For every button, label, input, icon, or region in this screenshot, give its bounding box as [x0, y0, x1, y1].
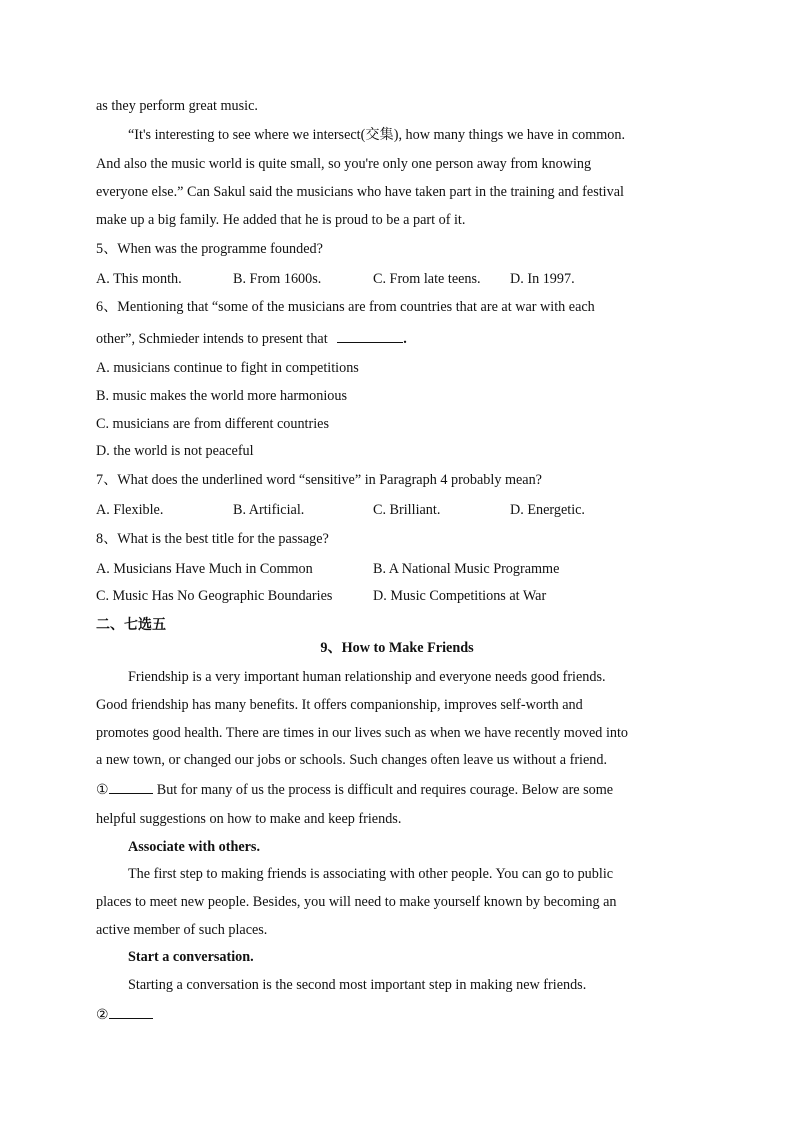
- q5-option-a[interactable]: A. This month.: [96, 271, 182, 287]
- paragraph-line: The first step to making friends is associating with other people. You can go to public: [128, 866, 614, 882]
- answer-blank-2[interactable]: [109, 1005, 153, 1019]
- paragraph-line: Friendship is a very important human relationship and everyone needs good friends.: [128, 669, 606, 685]
- q6-option-b[interactable]: B. music makes the world more harmonious: [96, 388, 347, 404]
- paragraph-line: helpful suggestions on how to make and keep friends.: [96, 811, 402, 827]
- paragraph-line: active member of such places.: [96, 922, 268, 938]
- q5-option-d[interactable]: D. In 1997.: [510, 271, 575, 287]
- section-heading: 二、七选五: [96, 617, 166, 633]
- q7-option-a[interactable]: A. Flexible.: [96, 502, 164, 518]
- q5-option-c[interactable]: C. From late teens.: [373, 271, 481, 287]
- q6-option-a[interactable]: A. musicians continue to fight in competitions: [96, 360, 359, 376]
- q8-option-c[interactable]: C. Music Has No Geographic Boundaries: [96, 588, 333, 604]
- question-6-stem: 6、Mentioning that “some of the musicians are from countries that are at war with each: [96, 299, 595, 315]
- passage-line: And also the music world is quite small, so you're only one person away from knowing: [96, 156, 592, 172]
- paragraph-line-with-blank: [96, 1005, 153, 1024]
- passage-line: “It's interesting to see where we intersect(交集), how many things we have in common.: [128, 127, 626, 143]
- answer-blank-1[interactable]: [109, 780, 153, 794]
- paragraph-line: Good friendship has many benefits. It offers companionship, improves self-worth and: [96, 697, 583, 713]
- passage-line: everyone else.” Can Sakul said the musicians who have taken part in the training and festival: [96, 184, 624, 200]
- q6-stem-period: .: [403, 331, 407, 347]
- q8-option-d[interactable]: D. Music Competitions at War: [373, 588, 547, 604]
- q6-stem-text: other”, Schmieder intends to present that: [96, 331, 328, 347]
- q6-option-d[interactable]: D. the world is not peaceful: [96, 443, 254, 459]
- question-5-stem: 5、When was the programme founded?: [96, 241, 323, 257]
- paragraph-text: But for many of us the process is difficult and requires courage. Below are some: [156, 782, 614, 798]
- q7-option-c[interactable]: C. Brilliant.: [373, 502, 441, 518]
- paragraph-line: promotes good health. There are times in our lives such as when we have recently moved into: [96, 725, 629, 741]
- q8-option-b[interactable]: B. A National Music Programme: [373, 561, 560, 577]
- question-8-stem: 8、What is the best title for the passage?: [96, 531, 329, 547]
- paragraph-line-with-blank: [96, 780, 613, 799]
- question-7-stem: 7、What does the underlined word “sensitive” in Paragraph 4 probably mean?: [96, 472, 542, 488]
- passage-line: as they perform great music.: [96, 98, 258, 114]
- subheading-conversation: Start a conversation.: [128, 949, 254, 965]
- blank-number-2: ②: [96, 1007, 109, 1023]
- blank-number-1: ①: [96, 782, 109, 798]
- passage-line: make up a big family. He added that he is proud to be a part of it.: [96, 212, 466, 228]
- question-6-stem-cont: [96, 329, 407, 348]
- q5-option-b[interactable]: B. From 1600s.: [233, 271, 322, 287]
- answer-blank[interactable]: [337, 329, 403, 343]
- subheading-associate: Associate with others.: [128, 839, 261, 855]
- q6-option-c[interactable]: C. musicians are from different countries: [96, 416, 329, 432]
- q7-option-b[interactable]: B. Artificial.: [233, 502, 305, 518]
- paragraph-line: places to meet new people. Besides, you will need to make yourself known by becoming an: [96, 894, 617, 910]
- q8-option-a[interactable]: A. Musicians Have Much in Common: [96, 561, 313, 577]
- q7-option-d[interactable]: D. Energetic.: [510, 502, 585, 518]
- paragraph-line: a new town, or changed our jobs or schools. Such changes often leave us without a friend.: [96, 752, 608, 768]
- passage-title: 9、How to Make Friends: [320, 640, 474, 656]
- paragraph-line: Starting a conversation is the second most important step in making new friends.: [128, 977, 587, 993]
